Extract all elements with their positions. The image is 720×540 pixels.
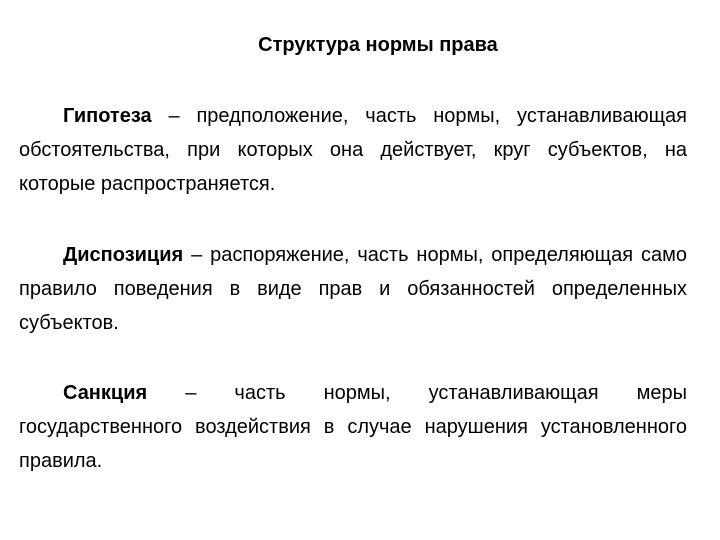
definition-disposition — [19, 238, 687, 340]
definition-hypothesis — [19, 99, 687, 201]
term-sanction: Санкция — [63, 382, 148, 404]
definition-sanction — [19, 376, 687, 478]
definition-hypothesis-text: – предположение, часть нормы, устанавливающая обстоятельства, при которых она действует, круг субъектов, на которые распространяется. — [19, 105, 687, 195]
page-title: Структура нормы права — [258, 34, 498, 56]
term-hypothesis: Гипотеза — [63, 105, 152, 127]
definition-disposition-text: – распоряжение, часть нормы, определяющая само правило поведения в виде прав и обязанностей определенных субъектов. — [19, 244, 687, 334]
term-disposition: Диспозиция — [63, 244, 184, 266]
definition-sanction-text: – часть нормы, устанавливающая меры государственного воздействия в случае нарушения установленного правила. — [19, 382, 687, 472]
